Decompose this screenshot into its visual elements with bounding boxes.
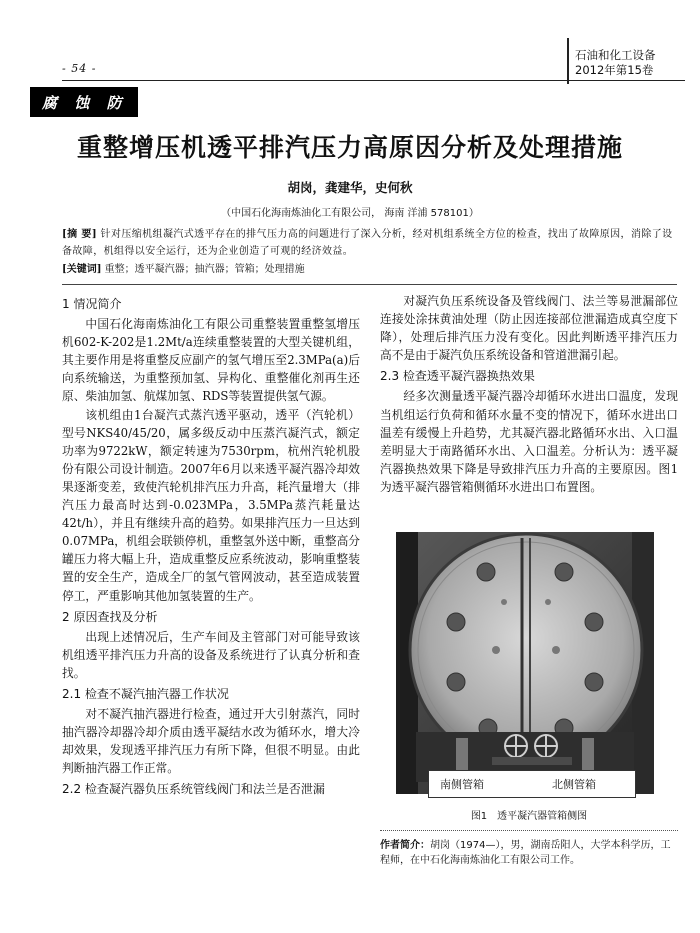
paragraph: 经多次测量透平凝汽器冷却循环水进出口温度，发现当机组运行负荷和循环水量不变的情况下，循环水进出口温差有缓慢上升趋势，尤其凝汽器北路循环水出、入口温差明显大于南路循环水出、入口温差。分析认为：透平凝汽器换热效果下降是导致排汽压力升高的主要原因。图1为透平凝汽器管箱侧循环水进出口布置图。 bbox=[380, 389, 678, 494]
paragraph: 对凝汽负压系统设备及管线阀门、法兰等易泄漏部位连接处涂抹黄油处理（防止因连接部位泄漏造成真空度下降），处理后排汽压力没有变化。因此判断透平排汽压力高不是由于凝汽负压系统设备和管道泄漏引起。 bbox=[380, 294, 678, 363]
left-column bbox=[62, 292, 360, 801]
paragraph: 该机组由1台凝汽式蒸汽透平驱动，透平（汽轮机）型号NKS40/45/20，属多级反动中压蒸汽凝汽式，额定功率为9722kW，额定转速为7530rpm，杭州汽轮机股份有限公司设计制造。2007年6月以来透平凝汽器冷却效果逐渐变差，致使汽轮机排汽压力升高，耗汽量增大（排汽压力最高时达到-0.023MPa，3.5MPa蒸汽耗量达42t/h），并且有继续升高的趋势。如果排汽压力一旦达到0.07MPa，机组会联锁停机，重整氢外送中断，重整高分罐压力将大幅上升，造成重整反应系统波动，影响重整装置的安全生产，造成全厂的氢气管网波动，甚至造成装置停工，严重影响其他加氢装置的生产。 bbox=[62, 407, 360, 603]
abstract-label: [摘 要] bbox=[62, 229, 97, 240]
keywords bbox=[62, 262, 677, 278]
condenser-photo bbox=[396, 532, 654, 794]
author-note bbox=[380, 838, 678, 868]
right-column bbox=[380, 292, 678, 496]
header-rule bbox=[62, 80, 567, 81]
article-affiliation: （中国石化海南炼油化工有限公司， 海南 洋浦 578101） bbox=[221, 208, 479, 219]
header-rule-right bbox=[567, 80, 685, 81]
header-divider bbox=[567, 38, 569, 84]
section-heading: 2.2 检查凝汽器负压系统管线阀门和法兰是否泄漏 bbox=[62, 782, 325, 797]
section-banner-text: 腐 蚀 防 护 bbox=[42, 94, 160, 112]
label-south-channel: 南侧管箱 bbox=[440, 778, 484, 791]
paragraph: 中国石化海南炼油化工有限公司重整装置重整氢增压机602-K-202是1.2Mt/a连续重整装置的大型关键机组，其主要作用是将重整反应副产的氢气增压至2.3MPa(a)后向系统输送，为重整预加氢、异构化、重整催化剂再生还原、柴油加氢、航煤加氢、RDS等装置提供氢气源。 bbox=[62, 317, 360, 404]
journal-issue: 2012年第15卷 bbox=[575, 63, 654, 77]
author-note-text: 胡岗（1974—），男，湖南岳阳人，大学本科学历，工程师，在中石化海南炼油化工有限公司工作。 bbox=[380, 840, 671, 866]
section-heading: 2.3 检查透平凝汽器换热效果 bbox=[380, 369, 535, 384]
label-north-channel: 北侧管箱 bbox=[552, 778, 596, 791]
article-title: 重整增压机透平排汽压力高原因分析及处理措施 bbox=[76, 133, 623, 162]
journal-name: 石油和化工设备 bbox=[575, 48, 656, 62]
section-heading: 2.1 检查不凝汽抽汽器工作状况 bbox=[62, 686, 229, 701]
abstract-separator bbox=[62, 284, 677, 285]
keywords-label: [关键词] bbox=[62, 264, 102, 275]
abstract bbox=[62, 226, 677, 260]
paragraph: 对不凝汽抽汽器进行检查，通过开大引射蒸汽，同时抽汽器冷却器冷却介质由透平凝结水改为循环水，增大冷却效果，发现透平排汽压力有所下降，但很不明显。由此判断抽汽器工作正常。 bbox=[62, 707, 360, 776]
page-number: - 54 - bbox=[62, 62, 97, 75]
section-heading: 1 情况简介 bbox=[62, 297, 122, 311]
abstract-text: 针对压缩机组凝汽式透平存在的排气压力高的问题进行了深入分析，经对机组系统全方位的检查，找出了故障原因，消除了设备故障，机组得以安全运行，还为企业创造了可观的经济效益。 bbox=[62, 229, 673, 257]
figure-caption: 图1 透平凝汽器管箱侧图 bbox=[470, 811, 588, 822]
keywords-text: 重整；透平凝汽器；抽汽器；管箱；处理措施 bbox=[104, 264, 305, 275]
journal-info bbox=[575, 48, 656, 78]
article-authors: 胡岗，龚建华，史何秋 bbox=[287, 180, 413, 195]
condenser-photo-illustration bbox=[396, 532, 654, 794]
author-note-label: 作者简介： bbox=[380, 840, 430, 851]
paragraph: 出现上述情况后，生产车间及主管部门对可能导致该机组透平排汽压力升高的设备及系统进行了认真分析和查找。 bbox=[62, 629, 360, 680]
section-heading: 2 原因查找及分析 bbox=[62, 609, 158, 624]
footnote-rule bbox=[380, 830, 678, 831]
